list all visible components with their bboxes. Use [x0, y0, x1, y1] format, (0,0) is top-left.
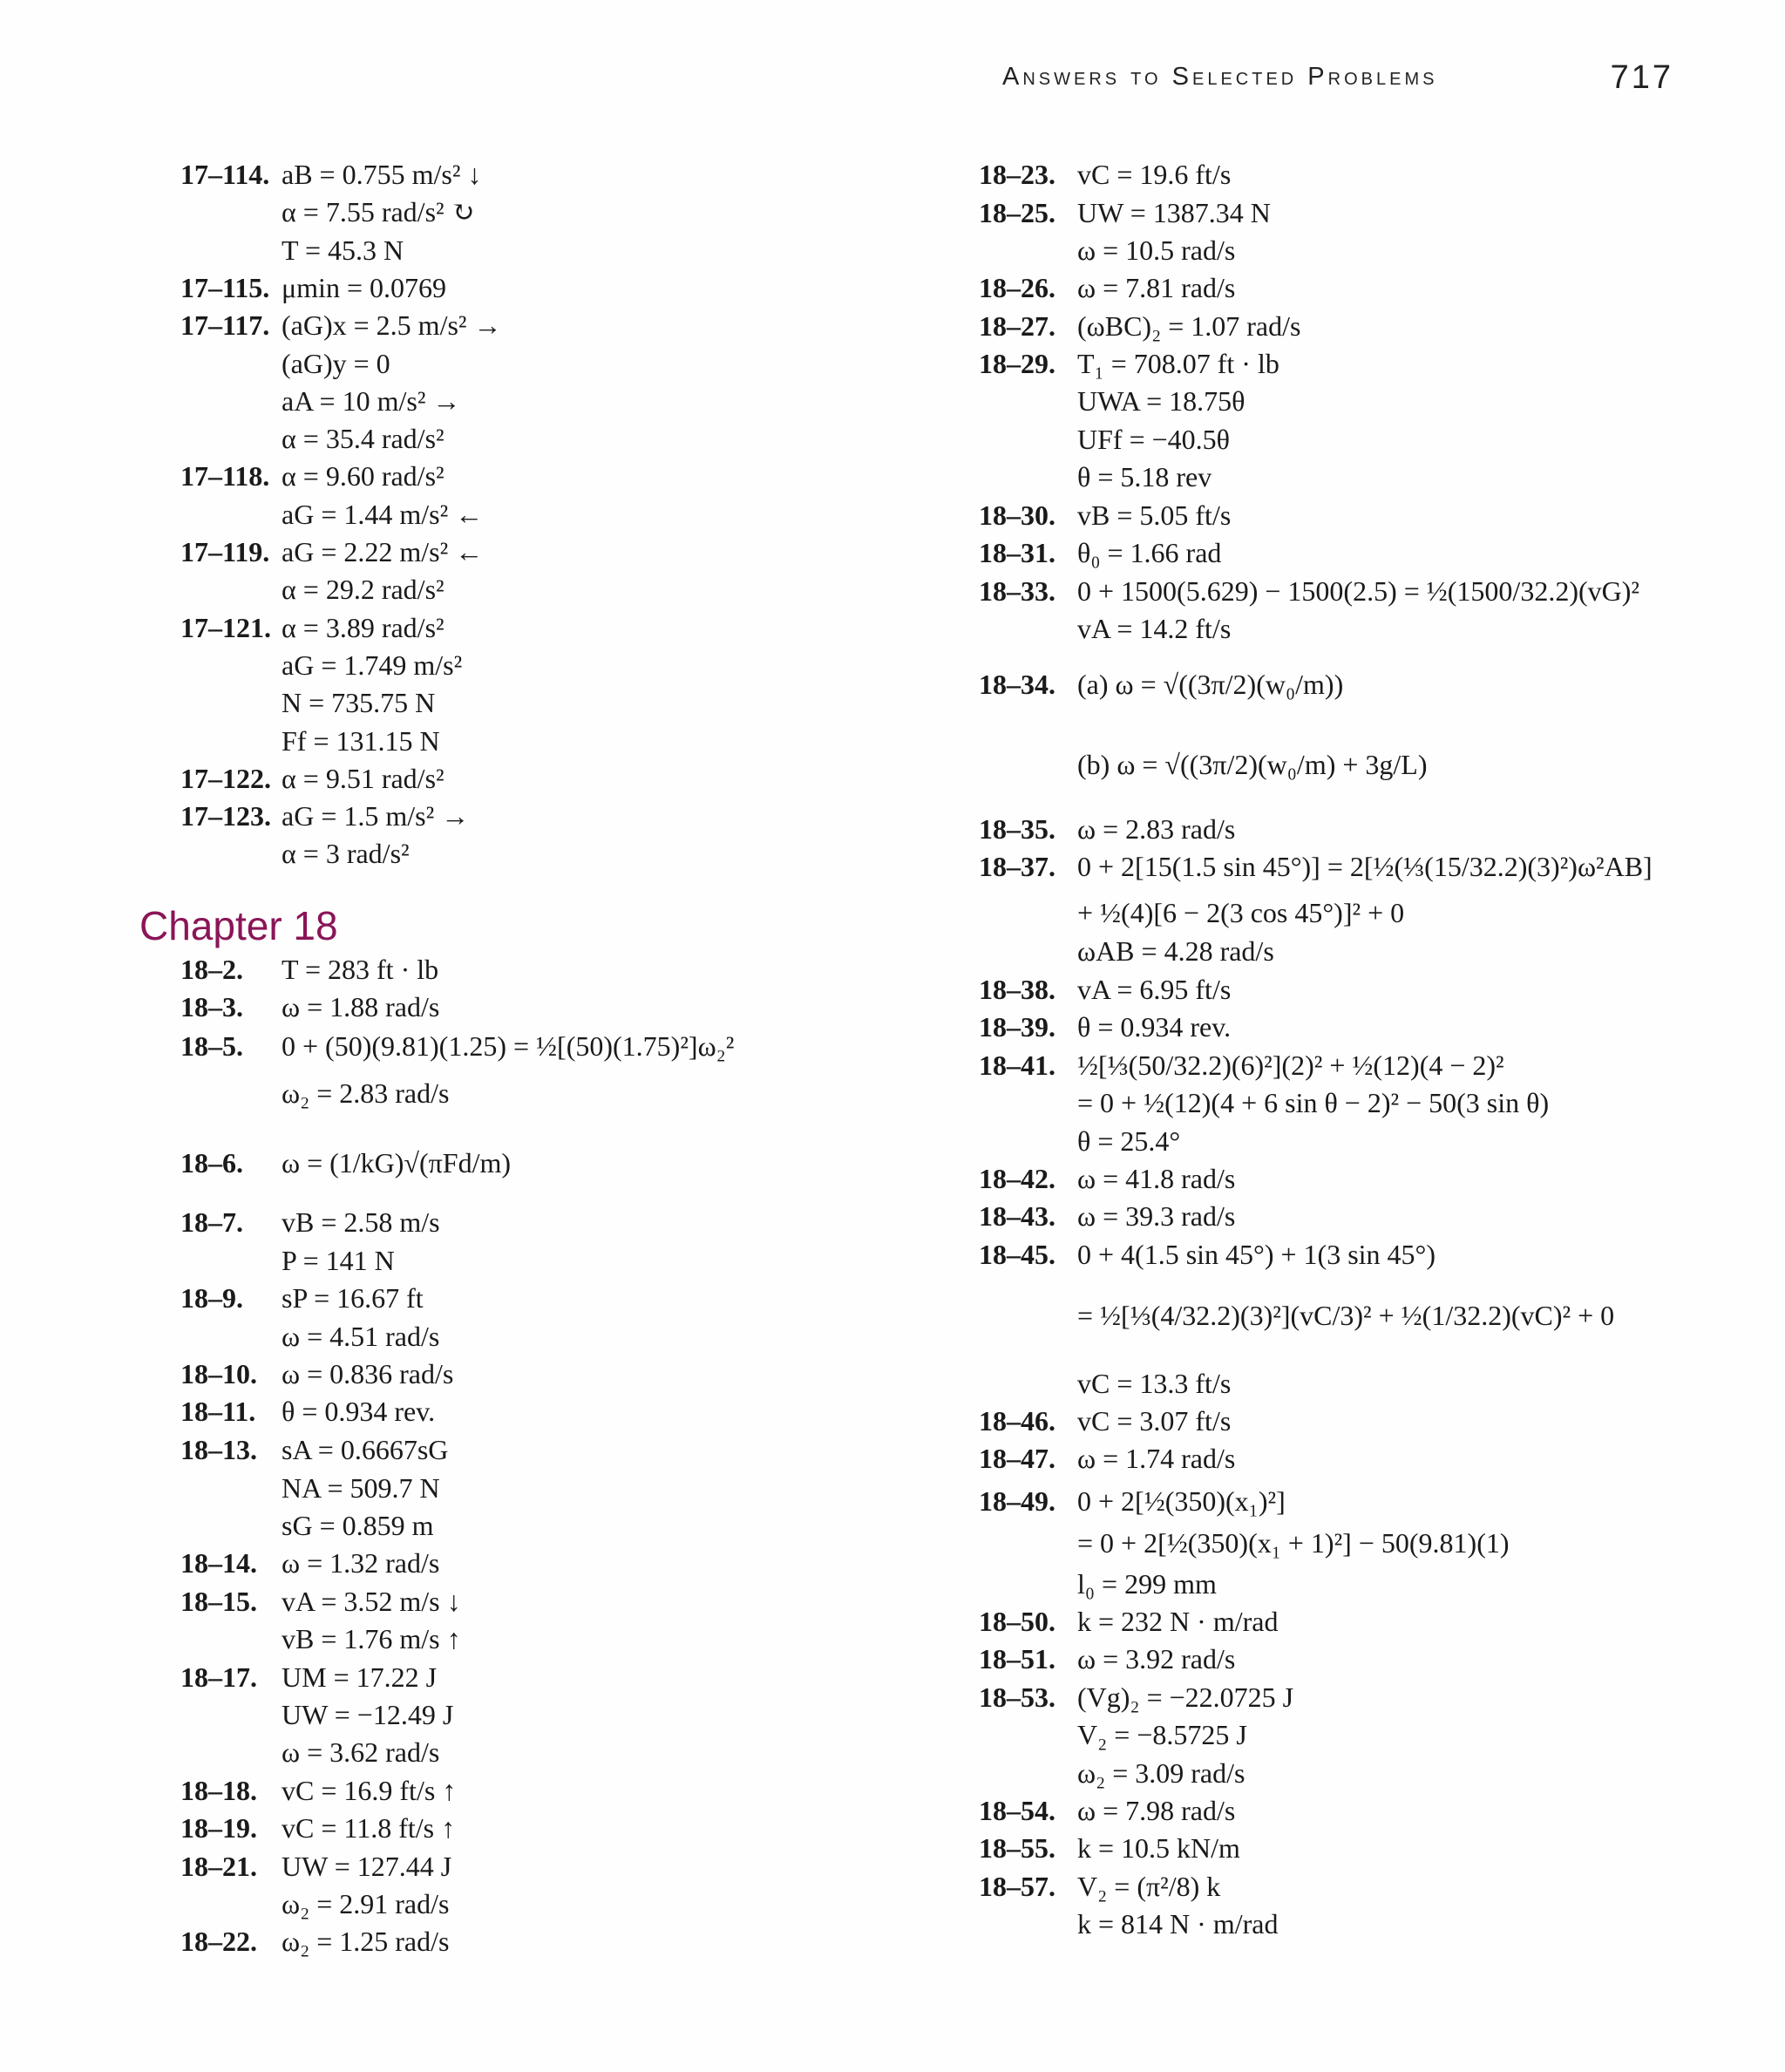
answer-equation: vB = 1.76 m/s ↑ [282, 1623, 461, 1654]
problem-number: 18–11. [180, 1396, 256, 1427]
answer-equation: ω = 7.81 rad/s [1077, 272, 1236, 303]
answer-equation: k = 232 N · m/rad [1077, 1606, 1279, 1637]
answer-equation: 0 + 4(1.5 sin 45°) + 1(3 sin 45°) [1077, 1239, 1435, 1270]
answer-equation: V₂ = −8.5725 J [1077, 1719, 1247, 1750]
answer-equation: T₁ = 708.07 ft · lb [1077, 348, 1279, 379]
problem-number: 18–26. [979, 272, 1055, 303]
answer-equation: vA = 3.52 m/s ↓ [282, 1586, 461, 1617]
answer-equation: T = 283 ft · lb [282, 954, 439, 985]
problem-number: 18–31. [979, 537, 1055, 568]
problem-number: 18–3. [180, 991, 243, 1022]
problem-number: 18–19. [180, 1812, 257, 1844]
answer-equation: l₀ = 299 mm [1077, 1568, 1217, 1600]
answer-equation: ω = 41.8 rad/s [1077, 1163, 1236, 1194]
answer-equation: ω = 0.836 rad/s [282, 1358, 454, 1389]
answer-equation: (a) ω = √((3π/2)(w₀/m)) [1077, 669, 1344, 700]
problem-number: 17–114. [180, 159, 270, 190]
running-head: Answers to Selected Problems [1002, 63, 1438, 91]
answer-equation: α = 29.2 rad/s² [282, 574, 445, 606]
answer-equation: sA = 0.6667sG [282, 1434, 449, 1465]
problem-number: 18–34. [979, 669, 1055, 700]
answer-equation: θ = 0.934 rev. [1077, 1011, 1232, 1043]
problem-number: 18–18. [180, 1775, 257, 1806]
answer-equation: ω = 1.74 rad/s [1077, 1443, 1236, 1474]
answer-equation: 0 + (50)(9.81)(1.25) = ½[(50)(1.75)²]ω₂² [282, 1030, 735, 1062]
problem-number: 18–27. [979, 310, 1055, 342]
chapter-heading: Chapter 18 [139, 903, 338, 948]
answer-equation: P = 141 N [282, 1245, 395, 1276]
problem-number: 18–17. [180, 1661, 257, 1693]
answer-equation: ω = 2.83 rad/s [1077, 813, 1236, 845]
problem-number: 18–42. [979, 1163, 1055, 1194]
page-header [1002, 59, 1673, 106]
problem-number: 18–22. [180, 1926, 257, 1957]
answer-equation: vC = 13.3 ft/s [1077, 1368, 1232, 1399]
problem-number: 17–118. [180, 460, 270, 493]
answer-equation: UM = 17.22 J [282, 1661, 438, 1693]
answer-equation: + ½(4)[6 − 2(3 cos 45°)]² + 0 [1077, 897, 1405, 928]
problem-number: 17–119. [180, 536, 270, 567]
answer-equation: UW = 1387.34 N [1077, 197, 1271, 228]
answer-equation: α = 9.51 rad/s² [282, 762, 445, 794]
problem-number: 17–115. [180, 271, 270, 303]
answer-equation: N = 735.75 N [282, 687, 436, 719]
problem-number: 18–14. [180, 1547, 257, 1579]
answer-equation: α = 3 rad/s² [282, 838, 410, 870]
answer-equation: = ½[⅓(4/32.2)(3)²](vC/3)² + ½(1/32.2)(vC)² + 0 [1077, 1300, 1615, 1331]
answer-equation: ω = 1.88 rad/s [282, 991, 440, 1022]
answer-equation: ½[⅓(50/32.2)(6)²](2)² + ½(12)(4 − 2)² [1077, 1050, 1504, 1081]
problem-number: 18–47. [979, 1443, 1055, 1474]
answer-equation: vA = 14.2 ft/s [1077, 613, 1232, 644]
problem-number: 18–5. [180, 1030, 243, 1062]
answer-equation: α = 7.55 rad/s² ↻ [282, 196, 475, 228]
answer-equation: aG = 1.44 m/s² ← [282, 498, 484, 530]
answer-equation: (Vg)₂ = −22.0725 J [1077, 1681, 1294, 1713]
answer-equation: k = 814 N · m/rad [1077, 1908, 1279, 1940]
answer-equation: T = 45.3 N [282, 234, 404, 266]
problem-number: 18–33. [979, 575, 1055, 607]
problem-number: 18–43. [979, 1200, 1055, 1232]
problem-number: 18–10. [180, 1358, 257, 1389]
answer-equation: μmin = 0.0769 [282, 271, 446, 303]
problem-number: 18–45. [979, 1239, 1055, 1270]
answer-equation: ω = 10.5 rad/s [1077, 234, 1236, 266]
answer-equation: ω₂ = 2.83 rad/s [282, 1077, 450, 1109]
answer-equation: α = 3.89 rad/s² [282, 611, 445, 643]
problem-number: 18–57. [979, 1871, 1055, 1902]
problem-number: 18–15. [180, 1586, 257, 1617]
answer-equation: α = 35.4 rad/s² [282, 423, 445, 455]
problem-number: 17–123. [180, 800, 271, 832]
answer-equation: sP = 16.67 ft [282, 1282, 424, 1314]
problem-number: 18–41. [979, 1050, 1055, 1081]
answer-equation: ω = 4.51 rad/s [282, 1321, 440, 1352]
problem-number: 18–21. [180, 1851, 257, 1882]
answer-equation: UW = −12.49 J [282, 1699, 454, 1730]
answer-equation: UWA = 18.75θ [1077, 385, 1245, 417]
answer-equation: aG = 1.749 m/s² [282, 649, 463, 681]
answer-equation: aB = 0.755 m/s² ↓ [282, 159, 482, 190]
problem-number: 18–51. [979, 1643, 1055, 1675]
page-number: 717 [1610, 59, 1673, 96]
answer-equation: vA = 6.95 ft/s [1077, 974, 1232, 1005]
answer-equation: vC = 16.9 ft/s ↑ [282, 1775, 457, 1806]
answer-equation: aG = 1.5 m/s² → [282, 800, 470, 832]
problem-number: 17–117. [180, 309, 270, 342]
answer-equation: θ = 5.18 rev [1077, 461, 1212, 493]
answer-equation: ω = 3.62 rad/s [282, 1736, 440, 1768]
problem-number: 18–37. [979, 851, 1055, 882]
answer-equation: θ = 25.4° [1077, 1125, 1181, 1157]
answer-equation: ω = 39.3 rad/s [1077, 1200, 1236, 1232]
problem-number: 18–25. [979, 197, 1055, 228]
problem-number: 18–23. [979, 159, 1055, 190]
answer-equation: (b) ω = √((3π/2)(w₀/m) + 3g/L) [1077, 749, 1428, 780]
problem-number: 18–39. [979, 1011, 1055, 1043]
answer-equation: NA = 509.7 N [282, 1472, 440, 1504]
problem-number: 18–50. [979, 1606, 1055, 1637]
answer-equation: vB = 2.58 m/s [282, 1206, 440, 1238]
answer-equation: (ωBC)₂ = 1.07 rad/s [1077, 310, 1301, 342]
answer-equation: ω = 3.92 rad/s [1077, 1643, 1236, 1675]
problem-number: 17–122. [180, 762, 271, 794]
answer-equation: ω₂ = 1.25 rad/s [282, 1926, 450, 1957]
answer-equation: 0 + 2[15(1.5 sin 45°)] = 2[½(⅓(15/32.2)(3)²)ω²AB] [1077, 851, 1653, 882]
answer-equation: UFf = −40.5θ [1077, 424, 1230, 455]
problem-number: 18–53. [979, 1681, 1055, 1713]
problem-number: 18–35. [979, 813, 1055, 845]
answer-equation: k = 10.5 kN/m [1077, 1832, 1240, 1864]
answer-equation: 0 + 2[½(350)(x₁)²] [1077, 1485, 1286, 1517]
answer-equation: vC = 11.8 ft/s ↑ [282, 1812, 456, 1844]
answer-equation: (aG)y = 0 [282, 347, 390, 379]
answer-equation: UW = 127.44 J [282, 1851, 452, 1882]
problem-number: 18–7. [180, 1206, 243, 1238]
answer-equation: ωAB = 4.28 rad/s [1077, 935, 1274, 967]
answer-equation: aA = 10 m/s² → [282, 384, 461, 417]
answer-equation: Ff = 131.15 N [282, 724, 440, 757]
answer-equation: ω = 1.32 rad/s [282, 1547, 440, 1579]
answer-equation: V₂ = (π²/8) k [1077, 1871, 1221, 1902]
answer-equation: vC = 3.07 ft/s [1077, 1405, 1232, 1437]
answer-equation: ω₂ = 3.09 rad/s [1077, 1757, 1245, 1789]
answer-equation: α = 9.60 rad/s² [282, 460, 445, 493]
problem-number: 18–38. [979, 974, 1055, 1005]
answer-equation: ω = (1/kG)√(πFd/m) [282, 1147, 512, 1179]
problem-number: 18–54. [979, 1795, 1055, 1826]
answer-equation: (aG)x = 2.5 m/s² → [282, 309, 502, 342]
answer-equation: sG = 0.859 m [282, 1510, 434, 1541]
problem-number: 18–6. [180, 1147, 243, 1179]
problem-number: 17–121. [180, 611, 271, 643]
problem-number: 18–30. [979, 499, 1055, 531]
problem-number: 18–49. [979, 1485, 1055, 1517]
answer-equation: θ = 0.934 rev. [282, 1396, 436, 1427]
answer-equation: = 0 + 2[½(350)(x₁ + 1)²] − 50(9.81)(1) [1077, 1527, 1510, 1559]
problem-number: 18–2. [180, 954, 243, 985]
problem-number: 18–9. [180, 1282, 243, 1314]
problem-number: 18–13. [180, 1434, 257, 1465]
problem-number: 18–46. [979, 1405, 1055, 1437]
answer-equation: aG = 2.22 m/s² ← [282, 536, 484, 567]
answer-equation: 0 + 1500(5.629) − 1500(2.5) = ½(1500/32.2)(vG)² [1077, 575, 1639, 607]
problem-number: 18–55. [979, 1832, 1055, 1864]
answer-equation: vB = 5.05 ft/s [1077, 499, 1232, 531]
answer-equation: vC = 19.6 ft/s [1077, 159, 1232, 190]
answer-equation: ω = 7.98 rad/s [1077, 1795, 1236, 1826]
answer-equation: = 0 + ½(12)(4 + 6 sin θ − 2)² − 50(3 sin θ) [1077, 1087, 1550, 1118]
problem-number: 18–29. [979, 348, 1055, 379]
answer-equation: θ₀ = 1.66 rad [1077, 537, 1222, 568]
answer-equation: ω₂ = 2.91 rad/s [282, 1888, 450, 1919]
